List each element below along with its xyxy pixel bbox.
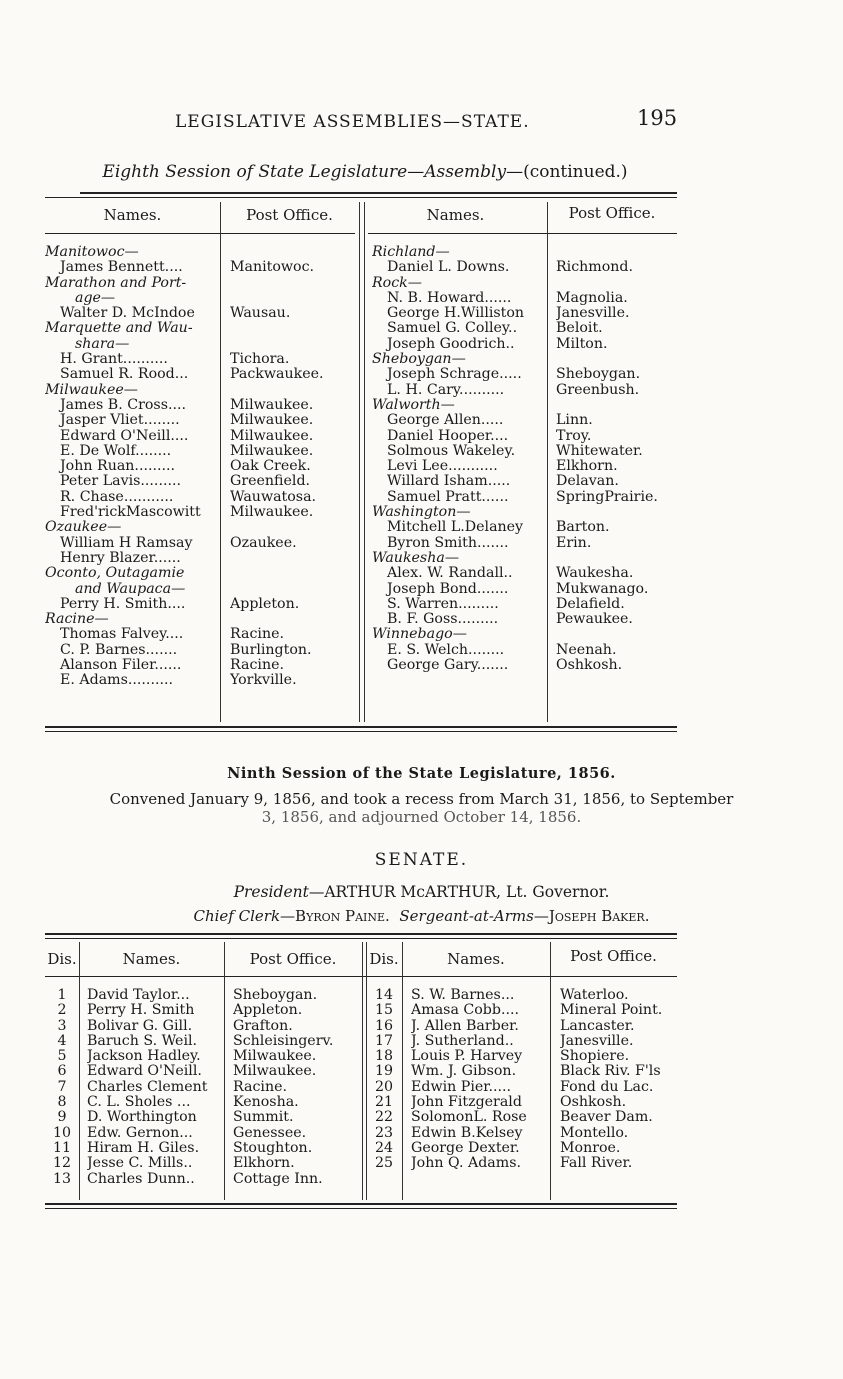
district-number: 24: [374, 1140, 394, 1156]
president-label: President: [233, 883, 309, 901]
member-name: Fred'rickMascowitt: [60, 505, 201, 521]
post-office: [556, 352, 681, 367]
district-number: 9: [57, 1110, 67, 1126]
post-office: [556, 505, 681, 520]
assembly-right-posts: [556, 245, 681, 673]
district-number: 15: [374, 1003, 394, 1019]
post-office: Neenah.: [556, 642, 617, 658]
post-office: Black Riv. F'ls: [560, 1064, 661, 1080]
senator-name: SolomonL. Rose: [411, 1110, 527, 1126]
post-office: Summit.: [233, 1110, 294, 1126]
senate-bottom-rule: [45, 1203, 677, 1205]
post-office: Mineral Point.: [560, 1003, 663, 1019]
convened-line-2: 3, 1856, and adjourned October 14, 1856.: [261, 808, 582, 826]
post-office: SpringPrairie.: [556, 489, 658, 505]
post-office: [556, 627, 681, 642]
county-label: Walworth—: [372, 397, 455, 413]
district-number: 19: [374, 1064, 394, 1080]
county-label: Ozaukee—: [45, 520, 122, 536]
assembly-header-rule-left: [45, 233, 355, 234]
post-office: Sheboygan.: [556, 367, 641, 383]
post-office: Milton.: [556, 336, 608, 352]
senator-name: Edwin B.Kelsey: [411, 1125, 523, 1141]
senate-right-dis: [366, 988, 402, 1172]
post-office: [230, 337, 358, 352]
officers-line: [0, 907, 843, 925]
post-office: Oshkosh.: [560, 1095, 627, 1111]
post-office: Beloit.: [556, 321, 603, 337]
county-label-cont: shara—: [75, 336, 130, 352]
post-office: Waukesha.: [556, 566, 634, 582]
post-office: Janesville.: [556, 306, 630, 322]
member-name: Jasper Vliet........: [60, 413, 180, 429]
post-office: Tichora.: [230, 352, 290, 368]
post-office: Fall River.: [560, 1156, 633, 1172]
senator-name: Bolivar G. Gill.: [87, 1018, 193, 1034]
senate-top-rule: [45, 933, 677, 935]
district-number: 12: [52, 1156, 72, 1172]
post-office: [230, 582, 358, 597]
county-label: Rock—: [372, 275, 422, 291]
district-number: 1: [57, 988, 67, 1003]
member-name: E. S. Welch........: [387, 642, 505, 658]
post-office: Burlington.: [230, 642, 312, 658]
senate-col-divider-2: [224, 942, 225, 1200]
senator-name: Jackson Hadley.: [87, 1049, 201, 1065]
post-office: [230, 276, 358, 291]
senator-name: D. Worthington: [87, 1110, 197, 1126]
assembly-col-divider-2b: [364, 202, 365, 722]
post-office: [230, 321, 358, 336]
member-name: E. De Wolf........: [60, 443, 172, 459]
senate-header-post-right: Post Office.: [570, 947, 657, 965]
member-name: Peter Lavis.........: [60, 474, 181, 490]
assembly-subtitle-tail: (continued.): [523, 162, 628, 182]
member-name: Joseph Bond.......: [387, 581, 509, 597]
post-office: Milwaukee.: [230, 443, 314, 459]
senator-name: Edw. Gernon...: [87, 1125, 193, 1141]
member-name: E. Adams..........: [60, 673, 173, 689]
member-name: Solmous Wakeley.: [387, 443, 516, 459]
post-office: Elkhorn.: [233, 1156, 295, 1172]
sergeant-value: —Joseph Baker.: [533, 907, 650, 925]
member-name: Edward O'Neill....: [60, 428, 189, 444]
post-office: Cottage Inn.: [233, 1171, 323, 1187]
post-office: Milwaukee.: [233, 1049, 317, 1065]
assembly-subtitle-main: Eighth Session of State Legislature—Assembly—: [102, 162, 524, 182]
post-office: Elkhorn.: [556, 459, 618, 475]
senator-name: Jesse C. Mills..: [87, 1156, 193, 1172]
county-label: Marathon and Port-: [45, 275, 187, 291]
post-office: Wausau.: [230, 306, 291, 322]
post-office: Schleisingerv.: [233, 1033, 334, 1049]
assembly-top-rule: [80, 192, 677, 194]
district-number: 5: [57, 1049, 67, 1065]
member-name: C. P. Barnes.......: [60, 642, 178, 658]
post-office: [230, 383, 358, 398]
member-name: James B. Cross....: [60, 397, 187, 413]
district-number: 20: [374, 1079, 394, 1095]
county-label: Waukesha—: [372, 550, 460, 566]
post-office: Delafield.: [556, 596, 625, 612]
post-office: Sheboygan.: [233, 988, 318, 1003]
senate-left-dis: [45, 988, 79, 1187]
post-office: Oshkosh.: [556, 658, 623, 674]
senator-name: S. W. Barnes...: [411, 988, 515, 1003]
senate-header-names-left: Names.: [122, 950, 181, 968]
assembly-col-divider-3: [547, 202, 548, 722]
post-office: [230, 291, 358, 306]
member-name: Samuel R. Rood...: [60, 367, 189, 383]
county-label: Winnebago—: [372, 627, 467, 643]
county-label: Washington—: [372, 505, 471, 521]
post-office: Greenfield.: [230, 474, 311, 490]
county-label-cont: age—: [75, 290, 116, 306]
member-name: S. Warren.........: [387, 596, 499, 612]
district-number: 23: [374, 1125, 394, 1141]
member-name: John Ruan.........: [60, 459, 176, 475]
post-office: Stoughton.: [233, 1140, 313, 1156]
assembly-col-divider-1: [220, 202, 221, 722]
senate-col-divider-3a: [362, 942, 363, 1200]
member-name: Perry H. Smith....: [60, 596, 186, 612]
post-office: Yorkville.: [230, 673, 297, 689]
post-office: Greenbush.: [556, 382, 640, 398]
county-label-cont: and Waupaca—: [75, 581, 186, 597]
senate-header-rule: [45, 976, 677, 977]
senate-header-post-left: Post Office.: [249, 950, 337, 968]
assembly-right-names: [372, 245, 546, 673]
member-name: George H.Williston: [387, 306, 525, 322]
post-office: Racine.: [230, 627, 284, 643]
district-number: 21: [374, 1095, 394, 1111]
district-number: 13: [52, 1171, 72, 1187]
member-name: Samuel G. Colley..: [387, 321, 518, 337]
assembly-subtitle: [85, 162, 645, 182]
senator-name: David Taylor...: [87, 988, 190, 1003]
post-office: Pewaukee.: [556, 612, 633, 628]
senator-name: Wm. J. Gibson.: [411, 1064, 517, 1080]
senator-name: George Dexter.: [411, 1140, 520, 1156]
post-office: Genessee.: [233, 1125, 307, 1141]
senator-name: Perry H. Smith: [87, 1003, 195, 1019]
senator-name: Louis P. Harvey: [411, 1049, 523, 1065]
district-number: 11: [52, 1140, 72, 1156]
post-office: [556, 276, 681, 291]
member-name: George Gary.......: [387, 658, 509, 674]
senate-header-names-right: Names.: [447, 950, 505, 968]
senator-name: Amasa Cobb....: [411, 1003, 520, 1019]
senate-right-posts: [560, 988, 685, 1172]
clerk-value: —Byron Paine.: [280, 907, 390, 925]
post-office: Barton.: [556, 520, 610, 536]
post-office: Milwaukee.: [230, 397, 314, 413]
post-office: Beaver Dam.: [560, 1110, 653, 1126]
assembly-header-rule-right: [368, 233, 677, 234]
post-office: Appleton.: [233, 1003, 303, 1019]
post-office: Janesville.: [560, 1033, 634, 1049]
county-label: Oconto, Outagamie: [45, 566, 185, 582]
county-label: Milwaukee—: [45, 382, 138, 398]
county-label: Racine—: [45, 612, 109, 628]
post-office: Manitowoc.: [230, 260, 315, 276]
senator-name: C. L. Sholes ...: [87, 1095, 191, 1111]
member-name: Joseph Goodrich..: [387, 336, 515, 352]
district-number: 6: [57, 1064, 67, 1080]
post-office: Fond du Lac.: [560, 1079, 654, 1095]
senate-top-rule-2: [45, 938, 677, 939]
district-number: 8: [57, 1095, 67, 1111]
senator-name: Edwin Pier.....: [411, 1079, 512, 1095]
senate-col-divider-4: [402, 942, 403, 1200]
post-office: Milwaukee.: [230, 505, 314, 521]
member-name: Alanson Filer......: [60, 658, 182, 674]
post-office: Magnolia.: [556, 290, 628, 306]
post-office: Ozaukee.: [230, 535, 297, 551]
member-name: Levi Lee...........: [387, 459, 498, 475]
member-name: Henry Blazer......: [60, 550, 181, 566]
post-office: Racine.: [230, 658, 284, 674]
post-office: Montello.: [560, 1125, 629, 1141]
county-label: Sheboygan—: [372, 352, 466, 368]
post-office: Milwaukee.: [233, 1064, 317, 1080]
member-name: Alex. W. Randall..: [387, 566, 513, 582]
district-number: 22: [374, 1110, 394, 1126]
member-name: William H Ramsay: [60, 535, 193, 551]
member-name: Daniel Hooper....: [387, 428, 509, 444]
member-name: H. Grant..........: [60, 352, 168, 368]
county-label: Marquette and Wau-: [45, 321, 193, 337]
post-office: Linn.: [556, 413, 593, 429]
post-office: Whitewater.: [556, 443, 643, 459]
post-office: [230, 245, 358, 260]
president-line: [0, 883, 843, 901]
member-name: B. F. Goss.........: [387, 612, 499, 628]
member-name: Byron Smith.......: [387, 535, 509, 551]
district-number: 7: [57, 1079, 67, 1095]
post-office: [556, 398, 681, 413]
member-name: R. Chase...........: [60, 489, 174, 505]
member-name: Samuel Pratt......: [387, 489, 509, 505]
senator-name: J. Allen Barber.: [411, 1018, 519, 1034]
member-name: L. H. Cary..........: [387, 382, 505, 398]
post-office: [230, 566, 358, 581]
member-name: Joseph Schrage.....: [387, 367, 522, 383]
county-label: Manitowoc—: [45, 245, 139, 260]
post-office: [230, 551, 358, 566]
post-office: Milwaukee.: [230, 428, 314, 444]
post-office: [230, 612, 358, 627]
senate-heading: SENATE.: [374, 850, 469, 870]
member-name: Willard Isham.....: [387, 474, 511, 490]
president-value: —ARTHUR McARTHUR, Lt. Governor.: [308, 883, 610, 901]
member-name: Mitchell L.Delaney: [387, 520, 524, 536]
member-name: N. B. Howard......: [387, 290, 512, 306]
senator-name: Edward O'Neill.: [87, 1064, 202, 1080]
senator-name: Baruch S. Weil.: [87, 1033, 198, 1049]
post-office: Lancaster.: [560, 1018, 635, 1034]
assembly-left-posts: [230, 245, 358, 689]
district-number: 2: [57, 1003, 67, 1019]
assembly-header-names-left: Names.: [103, 206, 162, 224]
senator-name: John Q. Adams.: [411, 1156, 521, 1172]
post-office: Richmond.: [556, 260, 634, 276]
senator-name: Charles Dunn..: [87, 1171, 195, 1187]
post-office: Delavan.: [556, 474, 619, 490]
district-number: 10: [52, 1125, 72, 1141]
senate-header-dis-right: Dis.: [369, 950, 399, 968]
sergeant-label: Sergeant-at-Arms: [399, 907, 534, 925]
running-header: LEGISLATIVE ASSEMBLIES—STATE.: [175, 112, 530, 132]
district-number: 4: [57, 1033, 67, 1049]
member-name: James Bennett....: [60, 260, 183, 276]
post-office: Kenosha.: [233, 1095, 299, 1111]
district-number: 17: [374, 1033, 394, 1049]
post-office: Wauwatosa.: [230, 489, 317, 505]
assembly-col-divider-2a: [359, 202, 360, 722]
assembly-left-names: [45, 245, 219, 689]
member-name: George Allen.....: [387, 413, 504, 429]
post-office: Monroe.: [560, 1140, 621, 1156]
post-office: Oak Creek.: [230, 459, 311, 475]
senator-name: John Fitzgerald: [411, 1095, 522, 1111]
post-office: Troy.: [556, 428, 592, 444]
page-number: 195: [637, 106, 678, 130]
post-office: Grafton.: [233, 1018, 293, 1034]
county-label: Richland—: [372, 245, 450, 260]
senate-left-posts: [233, 988, 361, 1187]
post-office: [230, 520, 358, 535]
assembly-header-post-right: Post Office.: [568, 204, 656, 222]
post-office: Waterloo.: [560, 988, 629, 1003]
district-number: 3: [57, 1018, 67, 1034]
post-office: Shopiere.: [560, 1049, 630, 1065]
district-number: 25: [374, 1156, 394, 1172]
senator-name: J. Sutherland..: [411, 1033, 514, 1049]
senate-left-names: [87, 988, 223, 1187]
assembly-bottom-rule: [45, 726, 677, 728]
district-number: 16: [374, 1018, 394, 1034]
post-office: Packwaukee.: [230, 367, 324, 383]
clerk-label: Chief Clerk: [193, 907, 281, 925]
district-number: 14: [374, 988, 394, 1003]
post-office: Racine.: [233, 1079, 287, 1095]
post-office: Milwaukee.: [230, 413, 314, 429]
post-office: [556, 245, 681, 260]
post-office: Mukwanago.: [556, 581, 649, 597]
post-office: [556, 551, 681, 566]
post-office: Erin.: [556, 535, 592, 551]
member-name: Daniel L. Downs.: [387, 260, 510, 276]
ninth-session-title: Ninth Session of the State Legislature, 1856.: [227, 765, 616, 782]
assembly-top-rule-2: [45, 197, 677, 198]
senate-header-dis-left: Dis.: [47, 950, 77, 968]
assembly-bottom-rule-2: [45, 731, 677, 732]
member-name: Walter D. McIndoe: [60, 306, 195, 322]
senator-name: Charles Clement: [87, 1079, 208, 1095]
member-name: Thomas Falvey....: [60, 627, 184, 643]
convened-line-1: Convened January 9, 1856, and took a recess from March 31, 1856, to September: [109, 790, 734, 808]
senator-name: Hiram H. Giles.: [87, 1140, 200, 1156]
senate-right-names: [411, 988, 549, 1172]
senate-col-divider-5: [550, 942, 551, 1200]
district-number: 18: [374, 1049, 394, 1065]
senate-col-divider-1: [79, 942, 80, 1200]
assembly-header-names-right: Names.: [426, 206, 485, 224]
senate-bottom-rule-2: [45, 1208, 677, 1209]
assembly-header-post-left: Post Office.: [246, 206, 333, 224]
post-office: Appleton.: [230, 596, 300, 612]
